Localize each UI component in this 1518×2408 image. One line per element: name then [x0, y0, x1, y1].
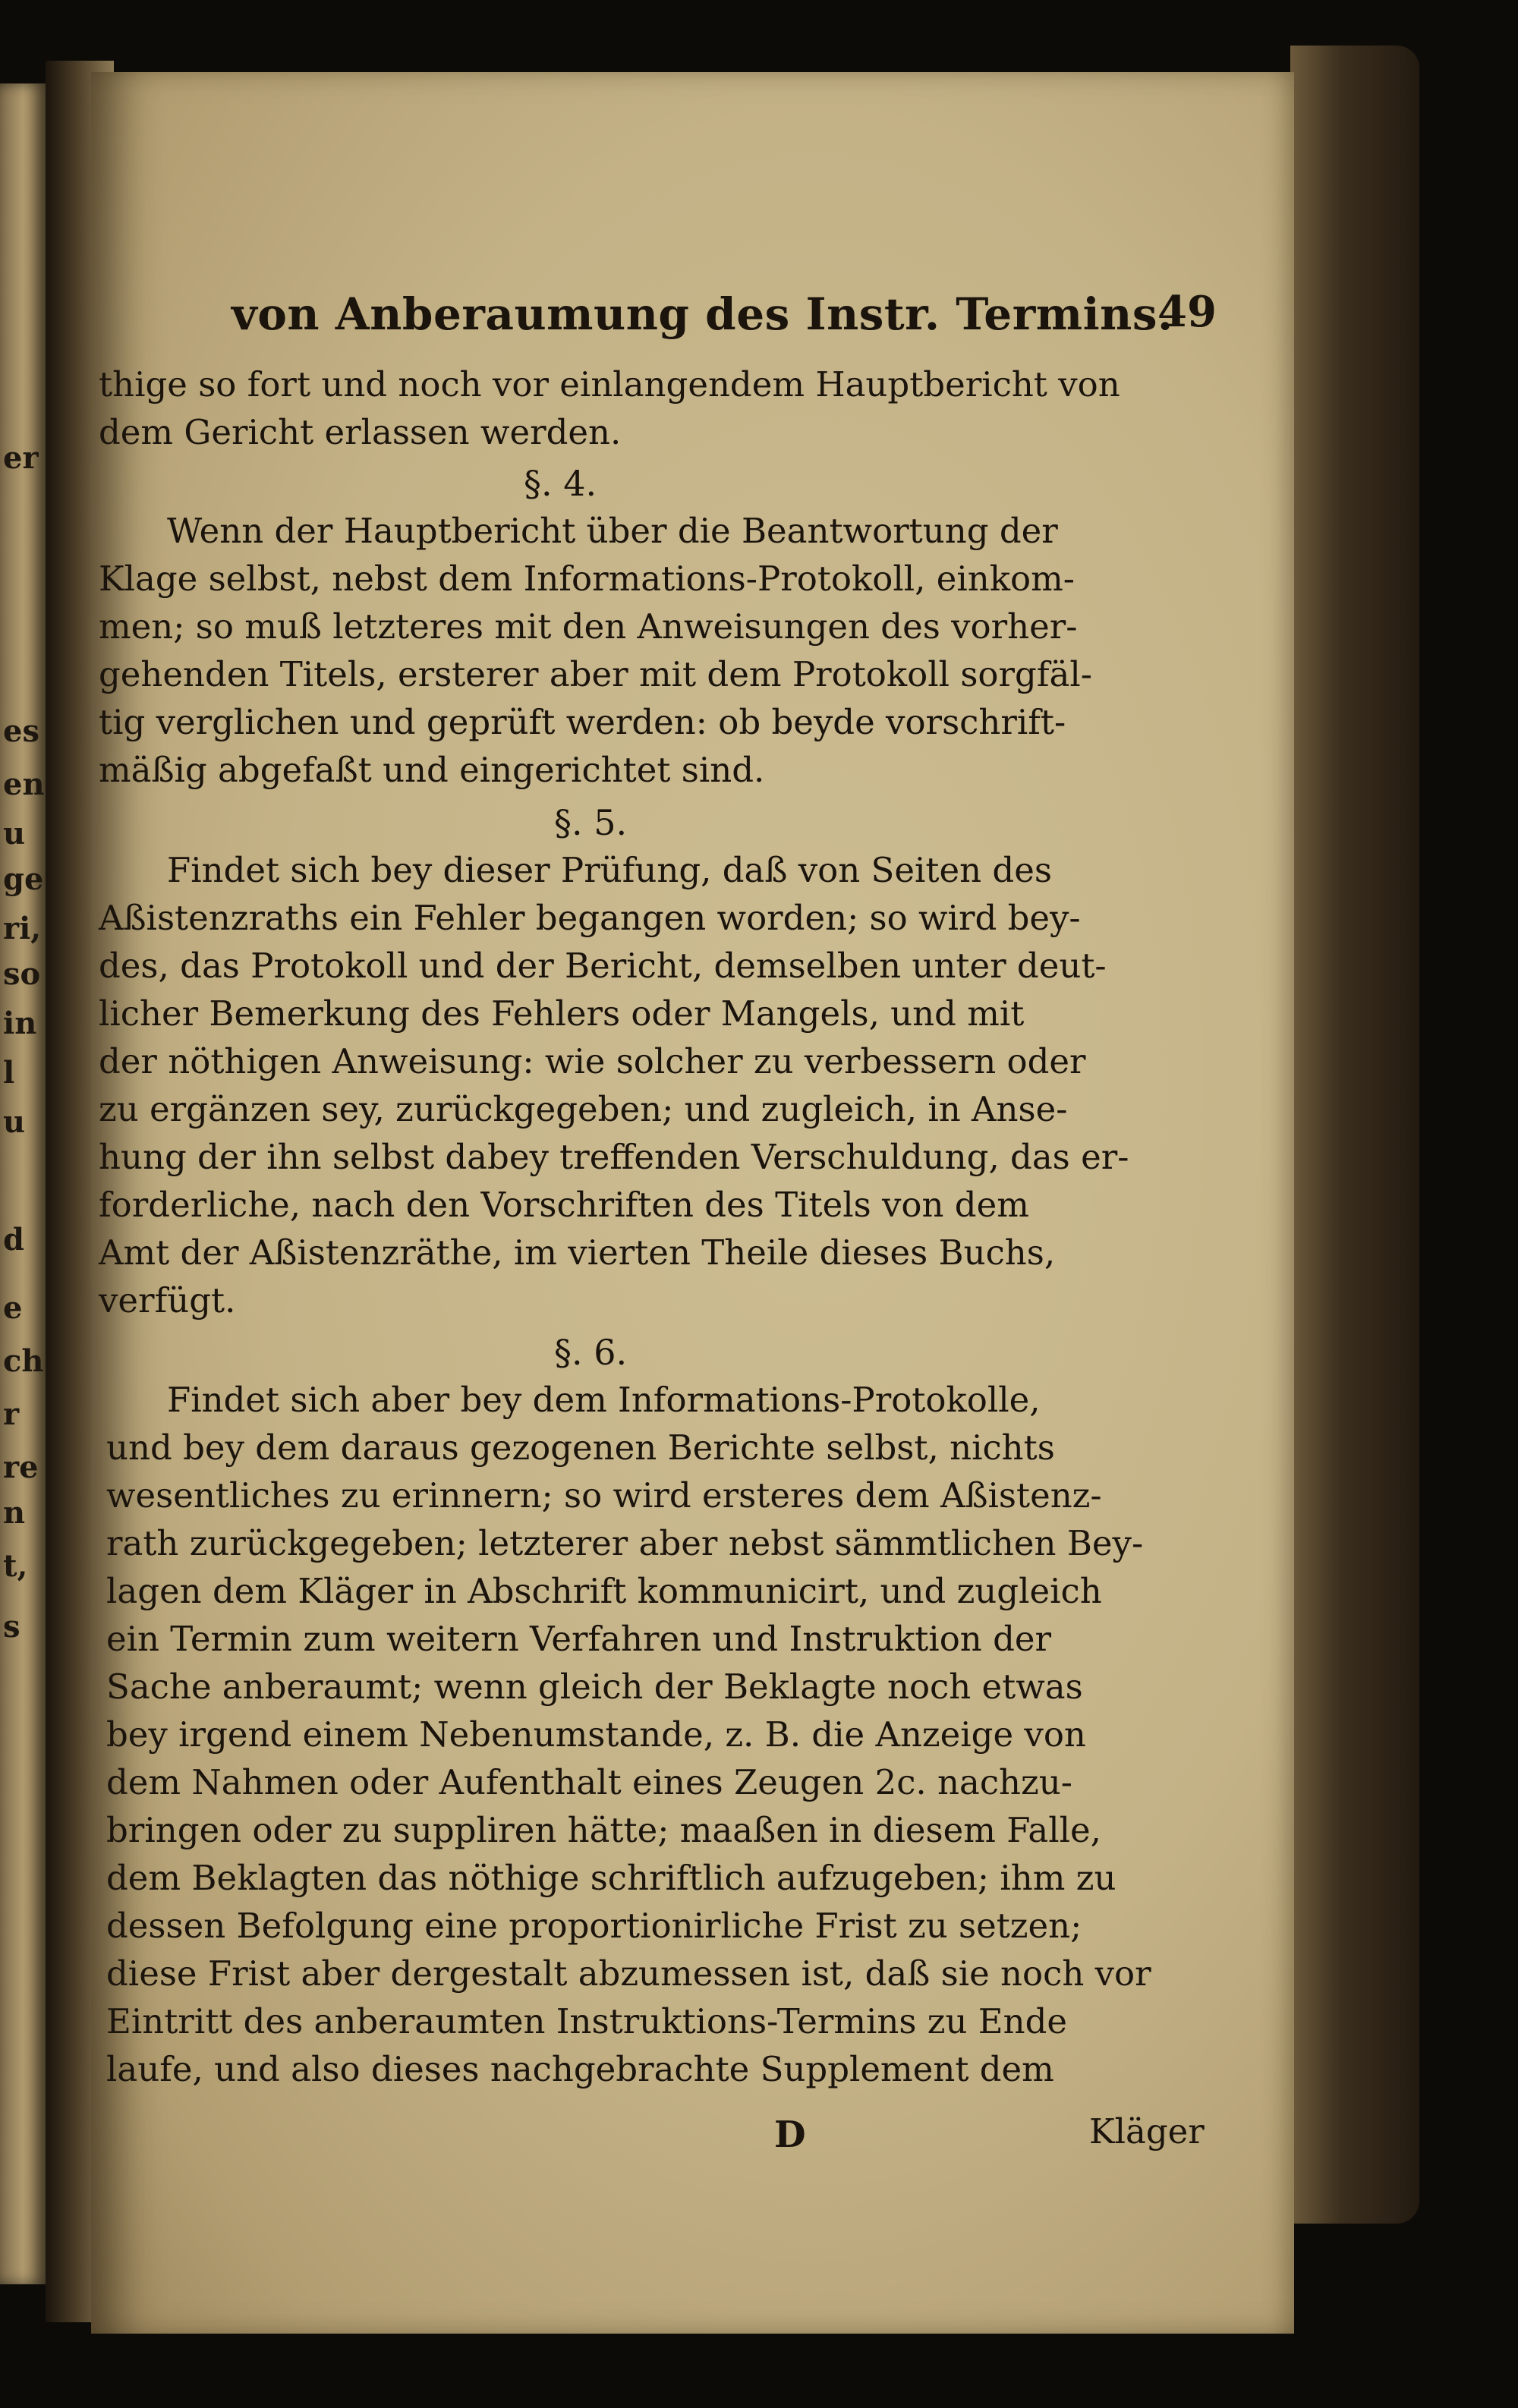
- text-line: der nöthigen Anweisung: wie solcher zu verbessern oder: [99, 1041, 1086, 1081]
- text-line: tig verglichen und geprüft werden: ob beyde vorschrift-: [99, 702, 1066, 742]
- left-page-fragment: es: [3, 713, 39, 749]
- section-heading: §. 6.: [554, 1332, 628, 1373]
- section-heading: §. 5.: [554, 802, 628, 843]
- left-page-fragment: ch: [3, 1343, 44, 1379]
- text-line: mäßig abgefaßt und eingerichtet sind.: [99, 750, 765, 790]
- text-line: lagen dem Kläger in Abschrift kommunicirt, und zugleich: [106, 1571, 1102, 1611]
- text-line: licher Bemerkung des Fehlers oder Mangels, und mit: [99, 993, 1025, 1034]
- catchword: Kläger: [1089, 2111, 1205, 2151]
- left-page-fragment: t,: [3, 1548, 28, 1584]
- text-line: gehenden Titels, ersterer aber mit dem Protokoll sorgfäl-: [99, 654, 1092, 694]
- left-page-fragment: n: [3, 1495, 26, 1531]
- left-page-fragment: en: [3, 766, 45, 802]
- text-line: diese Frist aber dergestalt abzumessen ist, daß sie noch vor: [106, 1953, 1151, 1994]
- left-page-fragment: r: [3, 1396, 20, 1432]
- left-page-fragment: e: [3, 1290, 23, 1326]
- text-line: Eintritt des anberaumten Instruktions-Termins zu Ende: [106, 2001, 1068, 2041]
- text-line: dem Beklagten das nöthige schriftlich aufzugeben; ihm zu: [106, 1858, 1116, 1898]
- text-line: dessen Befolgung eine proportionirliche Frist zu setzen;: [106, 1906, 1082, 1946]
- left-page-fragment: d: [3, 1222, 24, 1258]
- text-line: rath zurückgegeben; letzterer aber nebst sämmtlichen Bey-: [106, 1523, 1144, 1563]
- section-heading: §. 4.: [524, 463, 597, 504]
- text-line: dem Gericht erlassen werden.: [99, 412, 622, 452]
- left-page-fragment: ri,: [3, 911, 42, 946]
- text-line: thige so fort und noch vor einlangendem Hauptbericht von: [99, 364, 1120, 404]
- running-header: von Anberaumung des Instr. Termins.: [231, 288, 1173, 340]
- text-line: forderliche, nach den Vorschriften des Titels von dem: [99, 1185, 1029, 1225]
- left-page-fragment: er: [3, 440, 39, 476]
- text-line: ein Termin zum weitern Verfahren und Instruktion der: [106, 1619, 1052, 1659]
- left-page-fragment: l: [3, 1055, 15, 1091]
- left-page-fragment: in: [3, 1006, 37, 1041]
- text-line: des, das Protokoll und der Bericht, demselben unter deut-: [99, 946, 1107, 986]
- book-edge: [1290, 46, 1419, 2224]
- page-number: 49: [1157, 287, 1217, 337]
- left-page-fragment: u: [3, 816, 26, 851]
- left-page-sliver: [0, 83, 46, 2284]
- left-page-fragment: u: [3, 1104, 26, 1140]
- text-line: Klage selbst, nebst dem Informations-Protokoll, einkom-: [99, 559, 1076, 599]
- left-page-fragment: re: [3, 1450, 39, 1485]
- text-line: wesentliches zu erinnern; so wird ersteres dem Aßistenz-: [106, 1475, 1102, 1516]
- text-line: und bey dem daraus gezogenen Berichte selbst, nichts: [106, 1427, 1055, 1468]
- text-line: laufe, und also dieses nachgebrachte Supplement dem: [106, 2049, 1054, 2089]
- left-page-fragment: so: [3, 956, 41, 992]
- text-line: Findet sich bey dieser Prüfung, daß von Seiten des: [167, 850, 1052, 890]
- text-line: zu ergänzen sey, zurückgegeben; und zugleich, in Anse-: [99, 1089, 1068, 1129]
- text-line: Sache anberaumt; wenn gleich der Beklagte noch etwas: [106, 1667, 1083, 1707]
- text-line: Amt der Aßistenzräthe, im vierten Theile dieses Buchs,: [99, 1232, 1056, 1273]
- left-page-fragment: s: [3, 1609, 20, 1645]
- text-line: bey irgend einem Nebenumstande, z. B. die Anzeige von: [106, 1714, 1086, 1755]
- book-page: [91, 72, 1294, 2334]
- text-line: dem Nahmen oder Aufenthalt eines Zeugen 2c. nachzu-: [106, 1762, 1072, 1802]
- text-line: bringen oder zu suppliren hätte; maaßen in diesem Falle,: [106, 1810, 1101, 1850]
- signature-mark: D: [774, 2114, 806, 2156]
- text-line: verfügt.: [99, 1280, 236, 1320]
- left-page-fragment: ge: [3, 861, 44, 897]
- text-line: Findet sich aber bey dem Informations-Protokolle,: [167, 1380, 1041, 1420]
- text-line: men; so muß letzteres mit den Anweisungen des vorher-: [99, 606, 1078, 647]
- text-line: Wenn der Hauptbericht über die Beantwortung der: [167, 511, 1058, 551]
- text-line: hung der ihn selbst dabey treffenden Verschuldung, das er-: [99, 1137, 1129, 1177]
- text-line: Aßistenzraths ein Fehler begangen worden; so wird bey-: [99, 898, 1081, 938]
